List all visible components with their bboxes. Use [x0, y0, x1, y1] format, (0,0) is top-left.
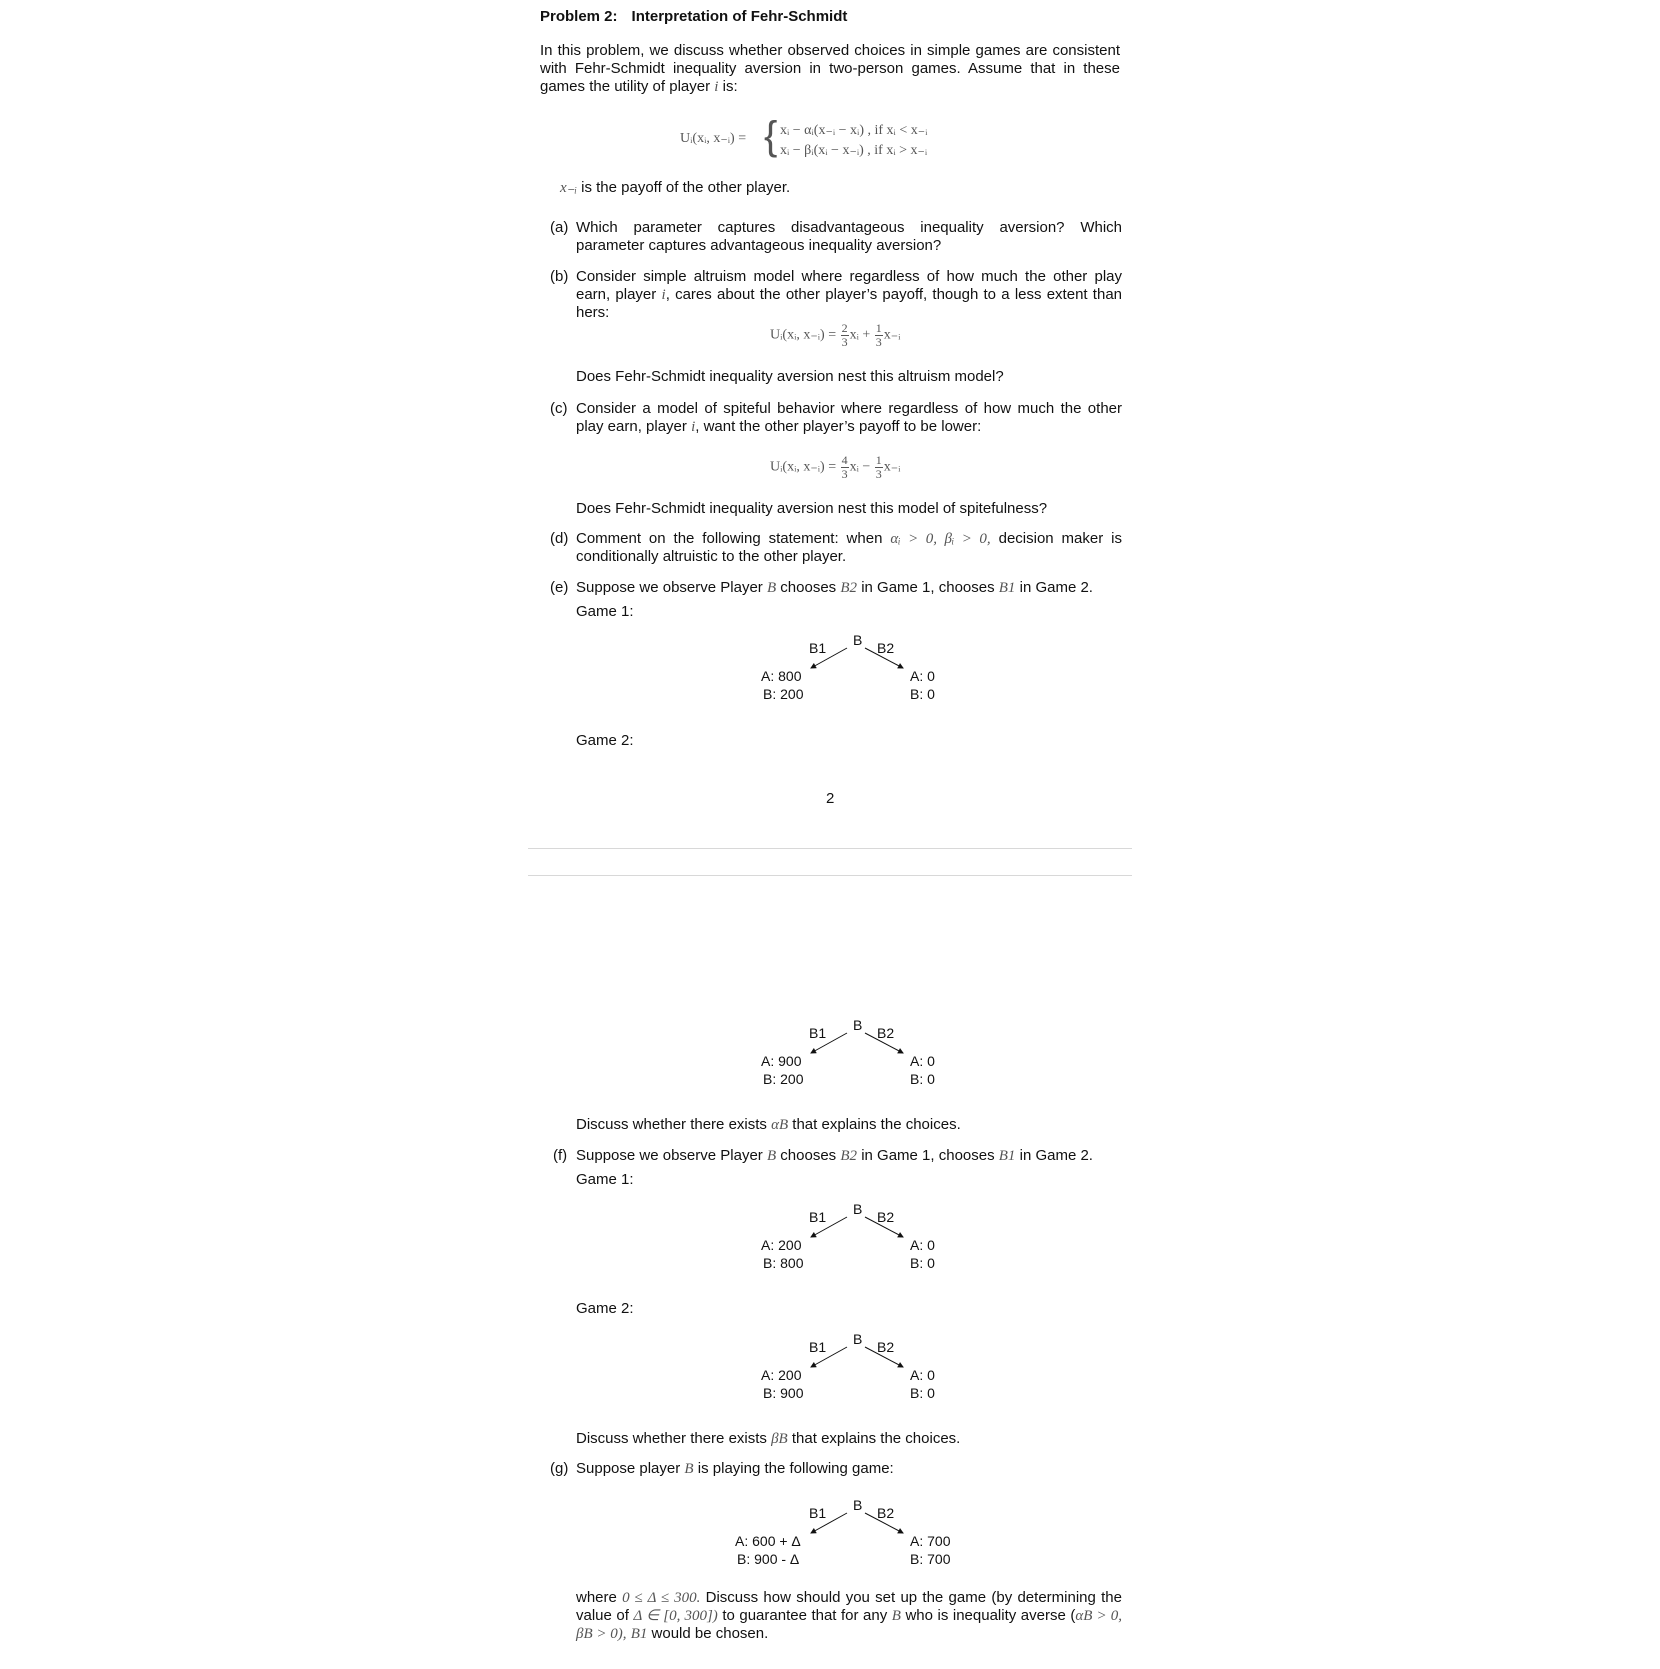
payoff-left-b: B: 900 - Δ: [737, 1551, 800, 1567]
branch-left-label: B1: [809, 1025, 827, 1041]
item-g-label: (g): [550, 1460, 569, 1477]
payoff-right-b: B: 0: [910, 686, 935, 702]
equation-case-1: xᵢ − αᵢ(x₋ᵢ − xᵢ) , if xᵢ < x₋ᵢ: [780, 123, 928, 138]
game-tree-f1: [755, 1201, 975, 1271]
game-tree-e2: [755, 1017, 975, 1087]
payoff-right-a: A: 700: [910, 1533, 951, 1549]
page-divider-bottom: [528, 875, 1132, 876]
item-e-discuss: Discuss whether there exists αB that explains the choices.: [576, 1116, 961, 1133]
problem-title: [540, 8, 847, 25]
payoff-right-b: B: 0: [910, 1385, 935, 1401]
payoff-right-b: B: 700: [910, 1551, 951, 1567]
item-b-question: Does Fehr-Schmidt inequality aversion nest this altruism model?: [576, 368, 1004, 385]
payoff-left-b: B: 800: [763, 1255, 804, 1271]
spite-equation: Uᵢ(xᵢ, x₋ᵢ) = $\frac{4}{3}$ xᵢ − $\frac{1}{3}$ x₋ᵢ: [770, 453, 901, 481]
decision-node-label: B: [853, 1017, 863, 1033]
payoff-left-b: B: 900: [763, 1385, 804, 1401]
payoff-right-a: A: 0: [910, 668, 935, 684]
item-a-label: (a): [550, 219, 569, 236]
branch-right-label: B2: [877, 1339, 895, 1355]
payoff-left-a: A: 200: [761, 1237, 802, 1253]
page-number: 2: [826, 790, 835, 807]
item-b-label: (b): [550, 268, 569, 285]
payoff-left-a: A: 600 + Δ: [735, 1533, 801, 1549]
item-f-game1-label: Game 1:: [576, 1171, 634, 1188]
item-g-closing: where 0 ≤ Δ ≤ 300. Discuss how should you set up the game (by determining the value of Δ ∈ [0, 300]) to guarantee that for any B who is inequality averse (αB > 0, βB > 0), B1 would be chosen.: [576, 1589, 1122, 1642]
decision-node-label: B: [853, 1331, 863, 1347]
payoff-left-a: A: 900: [761, 1053, 802, 1069]
branch-left-label: B1: [809, 640, 827, 656]
payoff-left-b: B: 200: [763, 1071, 804, 1087]
fehr-schmidt-equation: Uᵢ(xᵢ, x₋ᵢ) =: [680, 131, 747, 146]
branch-right-label: B2: [877, 1025, 895, 1041]
page-divider-top: [528, 848, 1132, 849]
item-f-label: (f): [553, 1147, 568, 1164]
payoff-left-b: B: 200: [763, 686, 804, 702]
branch-right-label: B2: [877, 1209, 895, 1225]
equation-case-2: xᵢ − βᵢ(xᵢ − x₋ᵢ) , if xᵢ > x₋ᵢ: [780, 143, 928, 158]
payoff-right-a: A: 0: [910, 1237, 935, 1253]
item-a-text: Which parameter captures disadvantageous inequality aversion? Which parameter captures advantageous inequality aversion?: [576, 219, 1122, 254]
equation-brace: {: [764, 114, 778, 158]
item-e-game2-label: Game 2:: [576, 732, 634, 749]
payoff-right-b: B: 0: [910, 1255, 935, 1271]
decision-node-label: B: [853, 632, 863, 648]
item-c-text: Consider a model of spiteful behavior where regardless of how much the other play earn, player i, want the other player’s payoff to be lower:: [576, 400, 1122, 435]
payoff-right-a: A: 0: [910, 1053, 935, 1069]
game-tree-g: [735, 1497, 985, 1567]
item-e-game1-label: Game 1:: [576, 603, 634, 620]
game-tree-f2: [755, 1331, 975, 1401]
item-c-label: (c): [550, 400, 568, 417]
intro-paragraph: In this problem, we discuss whether observed choices in simple games are consistent with Fehr-Schmidt inequality aversion in two-person games. Assume that in these games the utility of player i is:: [540, 42, 1120, 95]
decision-node-label: B: [853, 1497, 863, 1513]
branch-right-label: B2: [877, 1505, 895, 1521]
payoff-right-b: B: 0: [910, 1071, 935, 1087]
payoff-left-a: A: 200: [761, 1367, 802, 1383]
game-tree-e1: [755, 632, 975, 702]
branch-left-label: B1: [809, 1505, 827, 1521]
item-f-discuss: Discuss whether there exists βB that explains the choices.: [576, 1430, 961, 1447]
branch-left-label: B1: [809, 1209, 827, 1225]
problem-heading: Interpretation of Fehr-Schmidt: [631, 8, 848, 25]
item-e-text: Suppose we observe Player B chooses B2 in Game 1, chooses B1 in Game 2.: [576, 579, 1093, 596]
branch-left-label: B1: [809, 1339, 827, 1355]
item-f-text: Suppose we observe Player B chooses B2 in Game 1, chooses B1 in Game 2.: [576, 1147, 1093, 1164]
problem-number: Problem 2:: [540, 8, 618, 25]
payoff-right-a: A: 0: [910, 1367, 935, 1383]
item-d-text: Comment on the following statement: when αᵢ > 0, βᵢ > 0, decision maker is conditionally altruistic to the other player.: [576, 530, 1122, 565]
item-d-label: (d): [550, 530, 569, 547]
item-g-text: Suppose player B is playing the following game:: [576, 1460, 894, 1477]
item-b-text: Consider simple altruism model where regardless of how much the other play earn, player i, cares about the other player’s payoff, though to a less extent than hers:: [576, 268, 1122, 321]
item-f-game2-label: Game 2:: [576, 1300, 634, 1317]
branch-right-label: B2: [877, 640, 895, 656]
item-e-label: (e): [550, 579, 569, 596]
item-c-question: Does Fehr-Schmidt inequality aversion nest this model of spitefulness?: [576, 500, 1048, 517]
other-payoff-note: x₋ᵢ is the payoff of the other player.: [560, 179, 791, 196]
payoff-left-a: A: 800: [761, 668, 802, 684]
altruism-equation: Uᵢ(xᵢ, x₋ᵢ) = $\frac{2}{3}$ xᵢ + $\frac{1}{3}$ x₋ᵢ: [770, 321, 901, 349]
decision-node-label: B: [853, 1201, 863, 1217]
